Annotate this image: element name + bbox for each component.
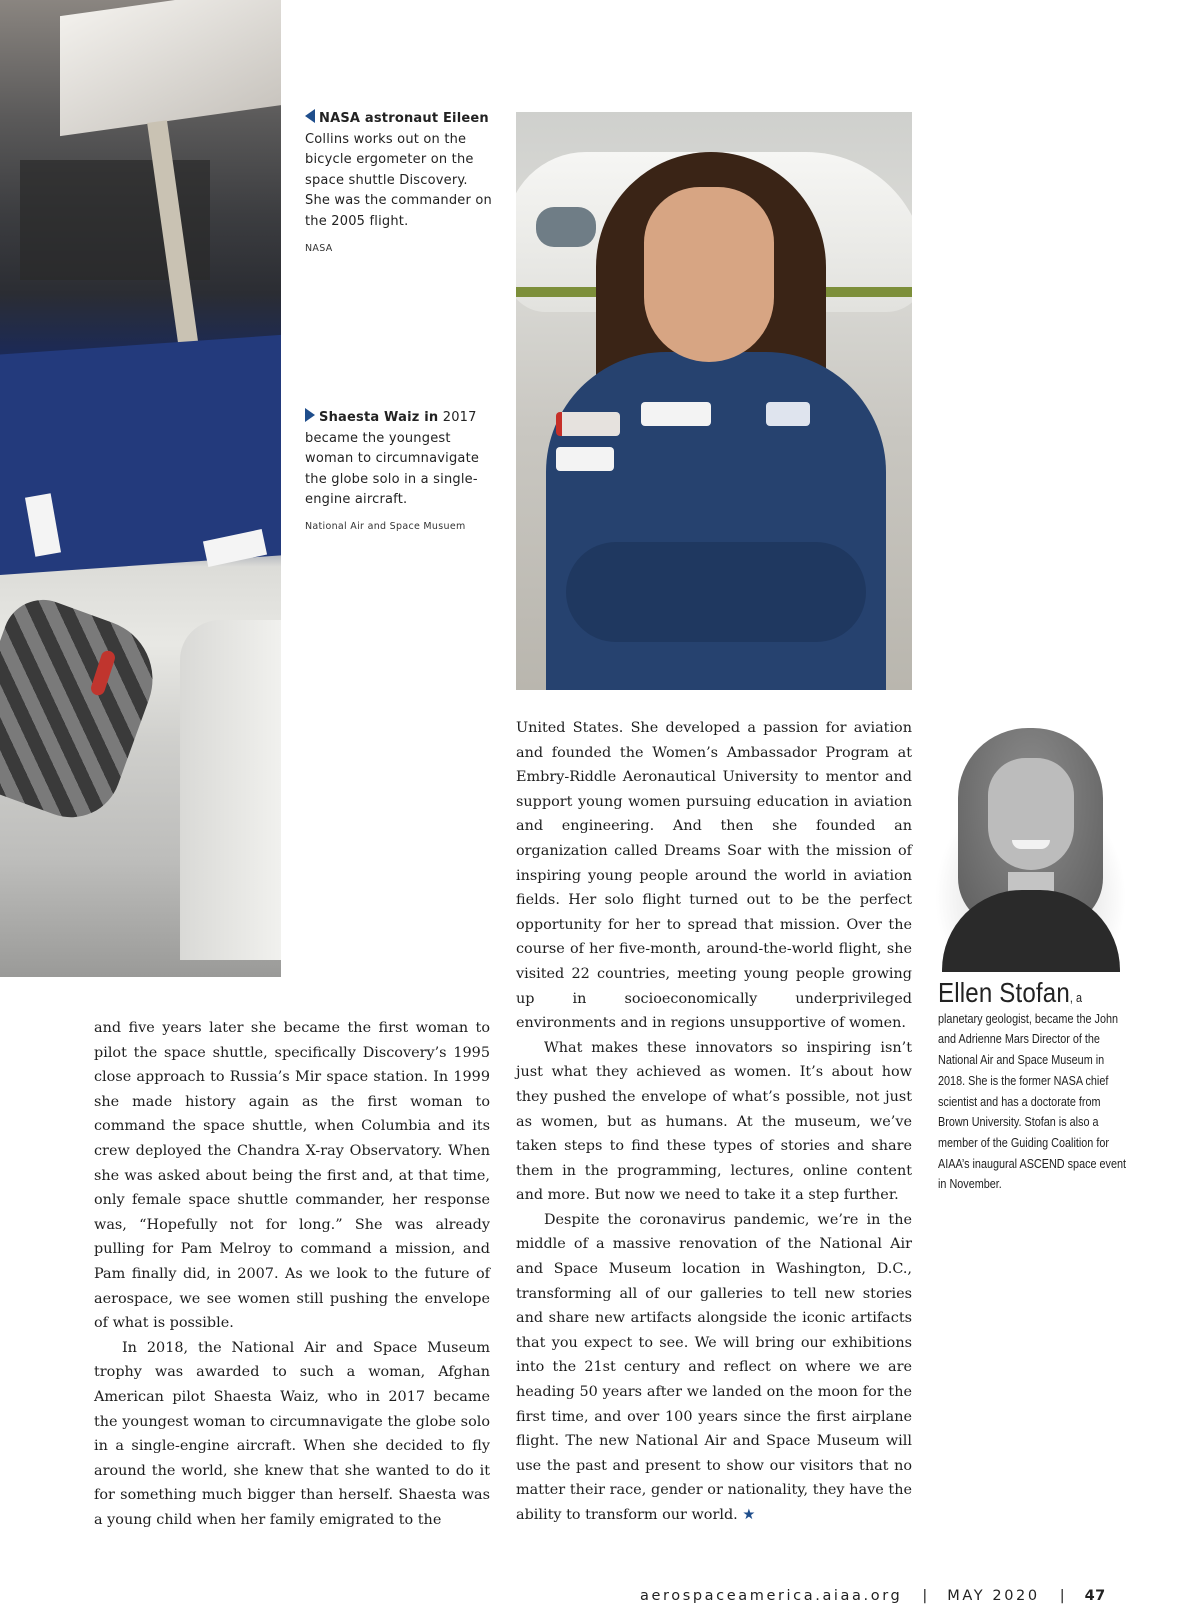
- page-number: 47: [1084, 1588, 1106, 1604]
- footer-site-url: aerospaceamerica.aiaa.org: [640, 1588, 903, 1604]
- caption-arrow-left-icon: [305, 109, 315, 123]
- article-paragraph: United States. She developed a passion for aviation and founded the Women’s Ambassador Program at Embry-Riddle Aeronautical University to mentor and support young women pursuing education in aviation and engineering. And then she founded an organization called Dreams Soar with the mission of inspiring young people around the world in aviation fields. Her solo flight turned out to be the perfect opportunity for her to spread that mission. Over the course of her five-month, around-the-world flight, she visited 22 countries, meeting young people growing up in socioeconomically underprivileged environments and in regions unsupportive of women.: [516, 720, 912, 1032]
- caption-arrow-right-icon: [305, 408, 315, 422]
- caption-lead: NASA astronaut Eileen: [319, 111, 489, 126]
- photo-credit: NASA: [305, 242, 333, 254]
- caption-lead: Shaesta Waiz in: [319, 410, 439, 425]
- shaesta-waiz-photo: [516, 112, 912, 690]
- photo-credit: National Air and Space Musuem: [305, 520, 466, 532]
- article-column-right: [516, 716, 912, 1528]
- article-final-text: Despite the coronavirus pandemic, we’re in the middle of a massive renovation of the National Air and Space Museum location in Washington, D.C., transforming all of our galleries to tell new stories and share new artifacts alongside the iconic artifacts that you expect to see. We will bring our exhibitions into the 21st century and reflect on where we are heading 50 years after we landed on the moon for the first time, and over 100 years since the first airplane flight. The new National Air and Space Museum will use the past and present to show our visitors that no matter their race, gender or nationality, they have the ability to transform our world.: [516, 1211, 912, 1523]
- end-star-icon: ★: [742, 1507, 756, 1523]
- author-bio-text: , a planetary geologist, became the John and Adrienne Mars Director of the National Air and Space Museum in 2018. She is the former NASA chief scientist and has a doctorate from Brown University. Stofan is also a member of the Guiding Coalition for AIAA’s inaugural ASCEND space event in November.: [938, 991, 1127, 1192]
- footer-separator: |: [1059, 1588, 1065, 1604]
- ellen-stofan-portrait: [928, 722, 1133, 972]
- caption-text: Collins works out on the bicycle ergometer on the space shuttle Discovery. She was the commander on the 2005 flight.: [305, 131, 492, 229]
- article-paragraph-final: [516, 1208, 912, 1528]
- article-paragraph: and five years later she became the first woman to pilot the space shuttle, specifically Discovery’s 1995 close approach to Russia’s Mir space station. In 1999 she made history again as the first woman to command the space shuttle, when Columbia and its crew deployed the Chandra X-ray Observatory. When she was asked about being the first and, at that time, only female space shuttle commander, her response was, “Hopefully not for long.” She was already pulling for Pam Melroy to command a mission, and Pam finally did, in 2007. As we look to the future of aerospace, we see women still pushing the envelope of what is possible.: [94, 1020, 490, 1332]
- page-footer: [640, 1588, 1106, 1604]
- collins-photo-caption: [305, 109, 495, 256]
- article-paragraph: In 2018, the National Air and Space Museum trophy was awarded to such a woman, Afghan American pilot Shaesta Waiz, who in 2017 became the youngest woman to circumnavigate the globe solo in a single-engine aircraft. When she decided to fly around the world, she knew that she wanted to do it for something much bigger than herself. Shaesta was a young child when her family emigrated to the: [94, 1339, 490, 1528]
- author-bio: [938, 978, 1129, 1195]
- article-column-left: [94, 1016, 490, 1532]
- footer-issue-date: MAY 2020: [947, 1588, 1040, 1604]
- author-name: Ellen Stofan: [938, 977, 1070, 1008]
- article-paragraph: What makes these innovators so inspiring isn’t just what they achieved as women. It’s about how they pushed the envelope of what’s possible, not just as women, but as humans. At the museum, we’ve taken steps to find these types of stories and share them in the programming, lectures, online content and more. But now we need to take it a step further.: [516, 1039, 912, 1204]
- waiz-photo-caption: [305, 408, 495, 534]
- footer-separator: |: [922, 1588, 928, 1604]
- caption-text: 2017 became the youngest woman to circumnavigate the globe solo in a single-engine aircraft.: [305, 410, 480, 508]
- shuttle-ergometer-photo: [0, 0, 281, 977]
